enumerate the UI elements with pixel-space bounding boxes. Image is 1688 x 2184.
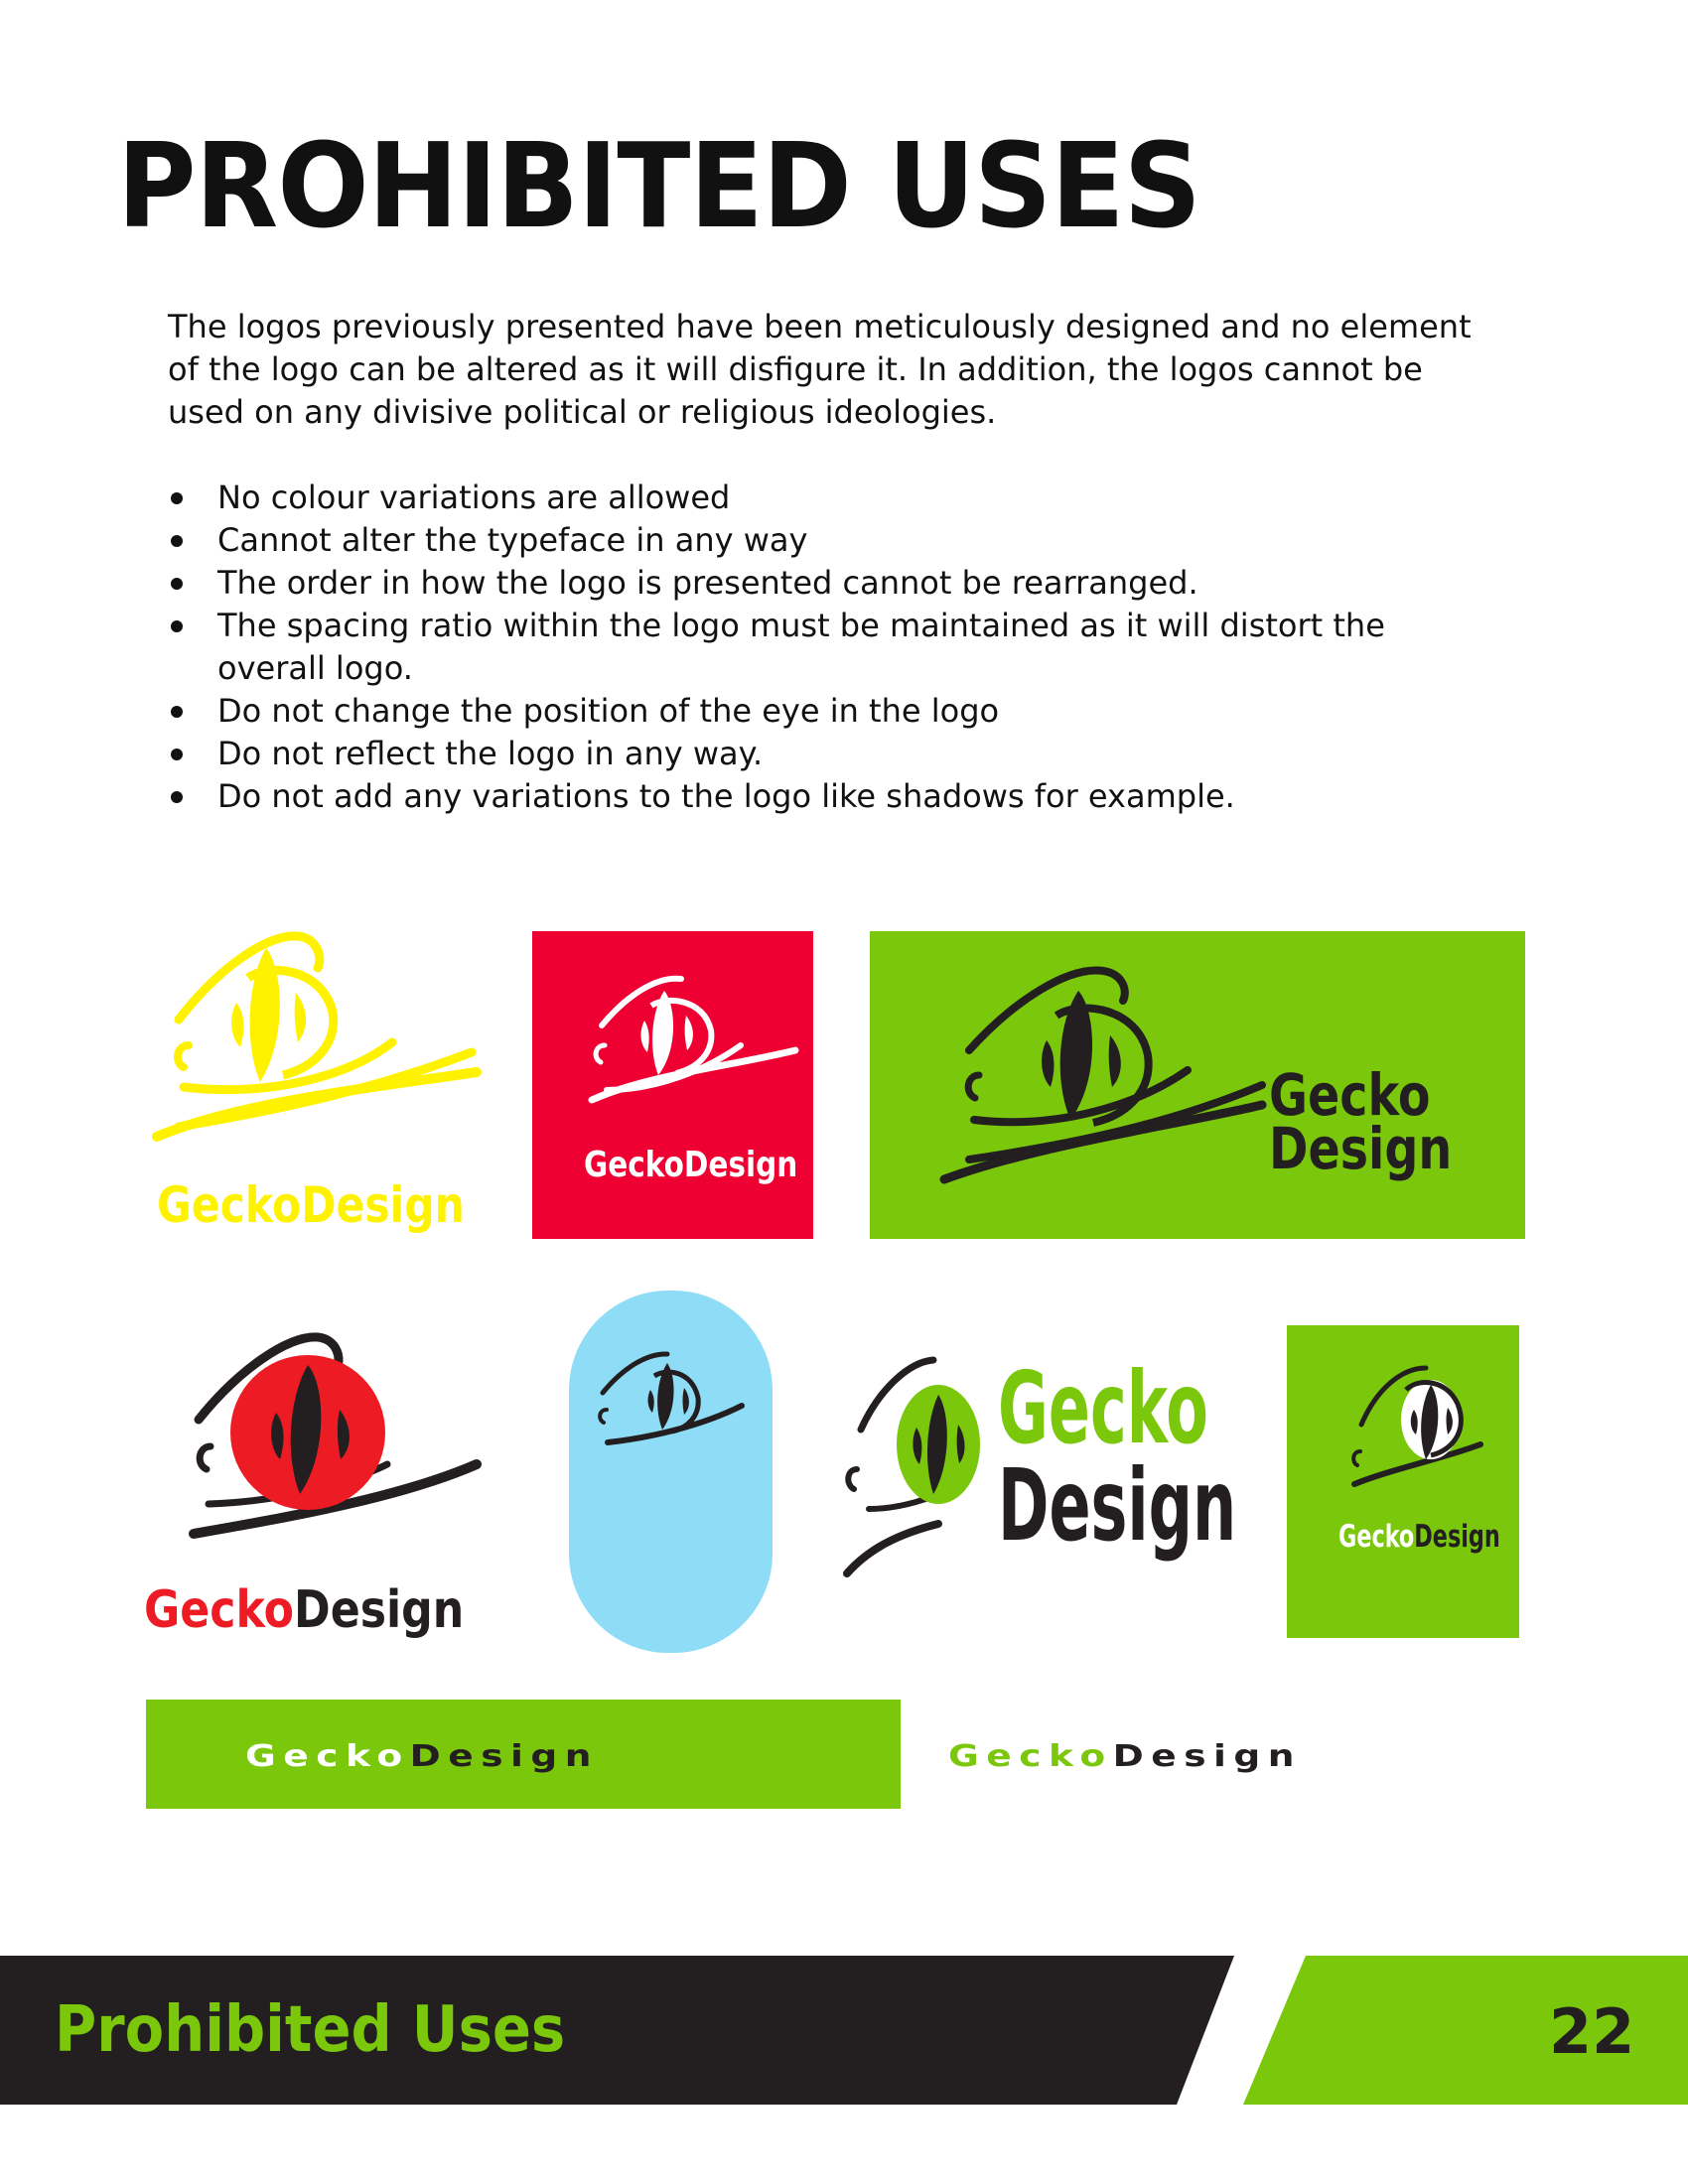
rule-item: Cannot alter the typeface in any way — [168, 519, 1498, 562]
intro-paragraph: The logos previously presented have been meticulously designed and no element of the logo can be altered as it will disfigure it. In addition, the logos cannot be used on any divisive political or religious ideologies. — [168, 308, 1472, 431]
example-green-eye-wordmark: Gecko Design — [998, 1350, 1237, 1564]
example-red-square — [532, 931, 813, 1239]
gecko-head-icon — [169, 1325, 487, 1573]
bullet-icon — [171, 492, 183, 504]
example-green-rectangle — [870, 931, 1525, 1239]
example-blue-pill — [569, 1291, 773, 1653]
gecko-head-icon — [1346, 1360, 1495, 1509]
gecko-head-icon — [587, 971, 868, 1169]
footer-section-label: Prohibited Uses — [55, 1993, 566, 2067]
bullet-icon — [171, 535, 183, 547]
bullet-icon — [171, 578, 183, 590]
example-red-eye-wordmark: GeckoDesign — [144, 1580, 465, 1640]
gecko-head-icon — [939, 956, 1267, 1214]
example-yellow-wordmark: GeckoDesign — [157, 1176, 465, 1234]
example-green-square — [1287, 1325, 1519, 1638]
rule-item: Do not change the position of the eye in the logo — [168, 690, 1498, 733]
bullet-icon — [171, 620, 183, 632]
bullet-icon — [171, 791, 183, 803]
example-red-eye-logo — [169, 1325, 487, 1573]
rule-item: The spacing ratio within the logo must be maintained as it will distort the overall logo. — [168, 605, 1498, 690]
red-square-wordmark: GeckoDesign — [584, 1145, 798, 1185]
bullet-icon — [171, 706, 183, 718]
green-banner-wordmark: GeckoDesign — [245, 1739, 599, 1774]
page-title: PROHIBITED USES — [117, 117, 1200, 254]
example-stretched-wordmark: GeckoDesign — [948, 1739, 1302, 1774]
gecko-head-icon — [593, 1348, 752, 1467]
rule-item: No colour variations are allowed — [168, 477, 1498, 519]
green-rectangle-wordmark: Gecko Design — [1269, 1061, 1453, 1182]
rule-item: The order in how the logo is presented cannot be rearranged. — [168, 562, 1498, 605]
page-number: 22 — [1549, 1995, 1635, 2068]
rules-list — [168, 477, 1498, 818]
rule-item: Do not add any variations to the logo like shadows for example. — [168, 775, 1498, 818]
rule-item: Do not reflect the logo in any way. — [168, 733, 1498, 775]
example-green-banner — [146, 1700, 901, 1809]
green-square-wordmark: GeckoDesign — [1338, 1519, 1500, 1555]
bullet-icon — [171, 749, 183, 760]
